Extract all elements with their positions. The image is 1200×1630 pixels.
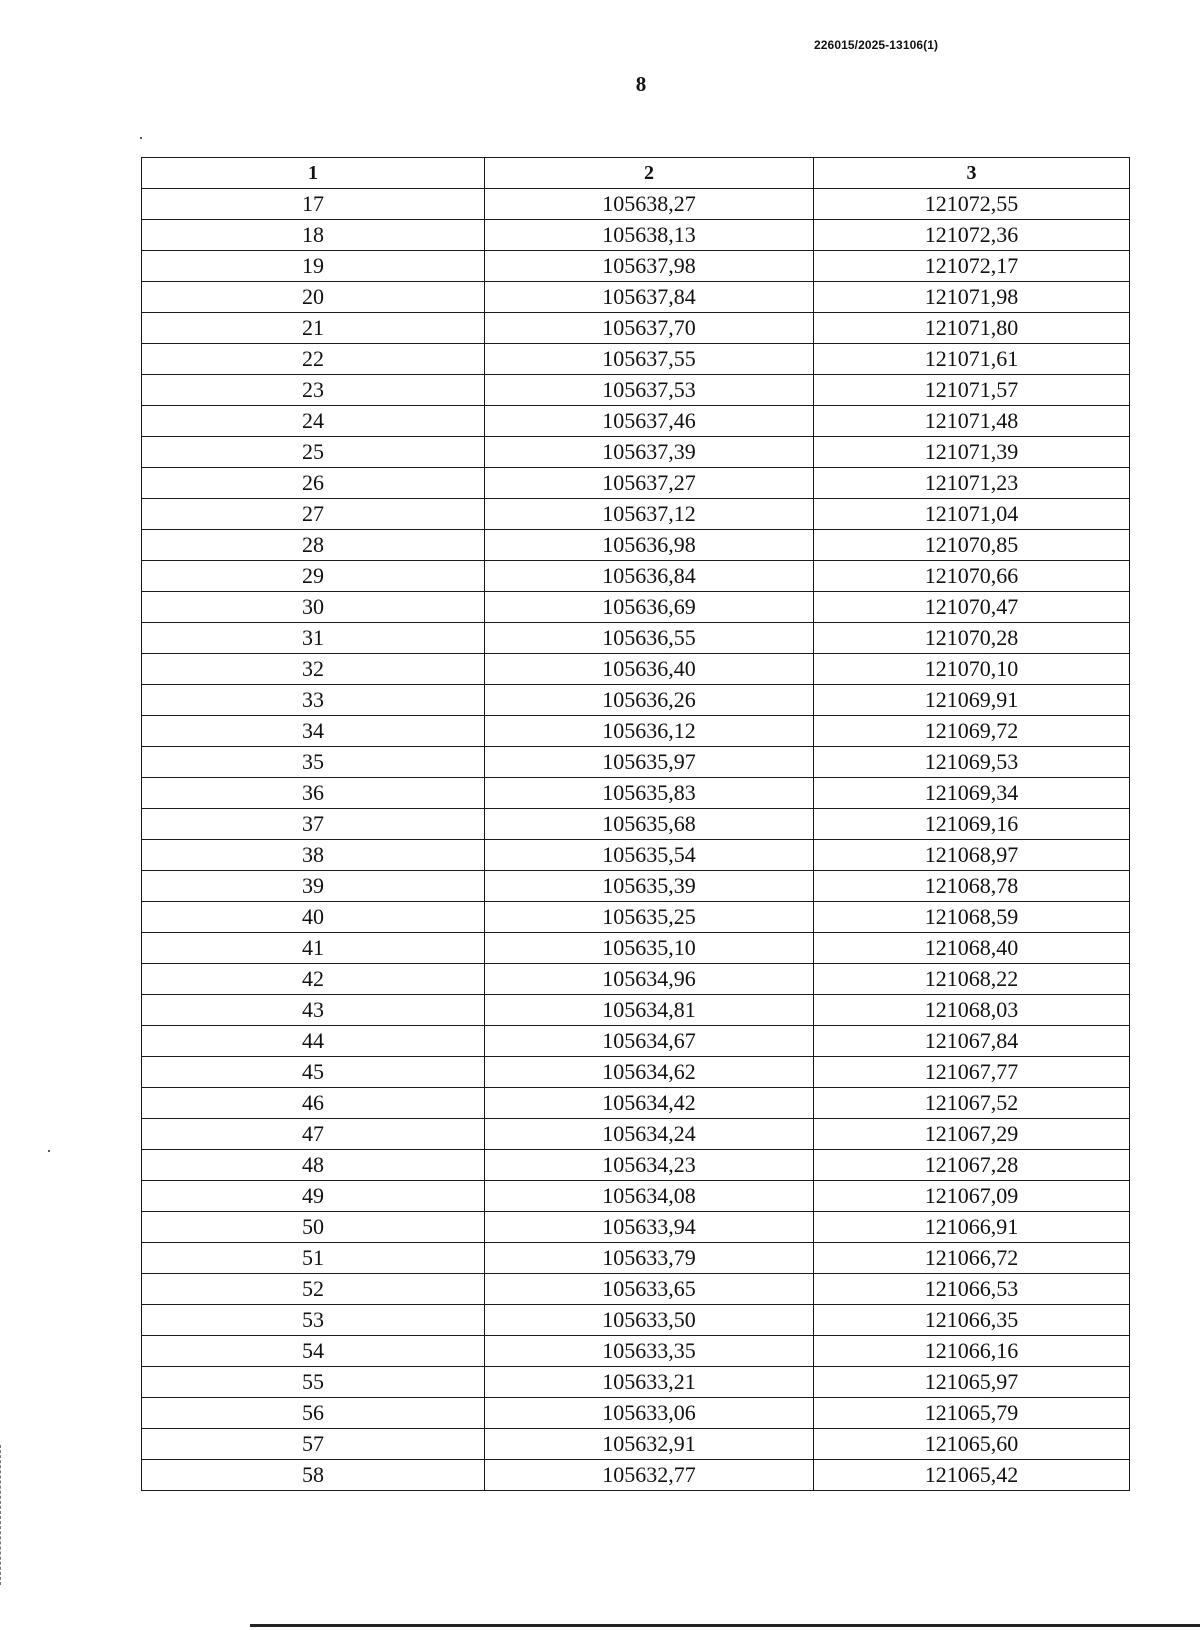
point-number-cell: 28: [142, 530, 485, 561]
table-row: [142, 220, 1130, 251]
table-row: [142, 1026, 1130, 1057]
coordinate-x-cell: 105637,70: [485, 313, 814, 344]
coordinate-y-cell: 121067,77: [814, 1057, 1130, 1088]
coordinate-y-cell: 121069,34: [814, 778, 1130, 809]
table-row: [142, 189, 1130, 220]
point-number-cell: 43: [142, 995, 485, 1026]
point-number-cell: 54: [142, 1336, 485, 1367]
coordinate-y-cell: 121071,39: [814, 437, 1130, 468]
coordinate-x-cell: 105635,39: [485, 871, 814, 902]
coordinate-x-cell: 105636,84: [485, 561, 814, 592]
coordinate-x-cell: 105636,12: [485, 716, 814, 747]
coordinate-y-cell: 121070,28: [814, 623, 1130, 654]
column-header-1: 1: [142, 158, 485, 189]
column-header-2: 2: [485, 158, 814, 189]
table-row: [142, 778, 1130, 809]
coordinate-x-cell: 105638,13: [485, 220, 814, 251]
point-number-cell: 46: [142, 1088, 485, 1119]
point-number-cell: 42: [142, 964, 485, 995]
table-body: [142, 189, 1130, 1491]
coordinate-x-cell: 105637,53: [485, 375, 814, 406]
table-row: [142, 1119, 1130, 1150]
coordinate-y-cell: 121068,78: [814, 871, 1130, 902]
coordinate-y-cell: 121068,40: [814, 933, 1130, 964]
point-number-cell: 57: [142, 1429, 485, 1460]
coordinate-x-cell: 105637,27: [485, 468, 814, 499]
point-number-cell: 52: [142, 1274, 485, 1305]
coordinate-x-cell: 105634,23: [485, 1150, 814, 1181]
table-row: [142, 902, 1130, 933]
table-row: [142, 1181, 1130, 1212]
coordinate-x-cell: 105634,24: [485, 1119, 814, 1150]
point-number-cell: 50: [142, 1212, 485, 1243]
coordinate-y-cell: 121066,72: [814, 1243, 1130, 1274]
coordinate-x-cell: 105633,06: [485, 1398, 814, 1429]
table-row: [142, 499, 1130, 530]
coordinate-y-cell: 121065,60: [814, 1429, 1130, 1460]
coordinate-y-cell: 121068,22: [814, 964, 1130, 995]
coordinate-y-cell: 121070,10: [814, 654, 1130, 685]
point-number-cell: 41: [142, 933, 485, 964]
table-row: [142, 313, 1130, 344]
point-number-cell: 35: [142, 747, 485, 778]
table-row: [142, 1088, 1130, 1119]
table-row: [142, 1367, 1130, 1398]
coordinate-x-cell: 105637,98: [485, 251, 814, 282]
coordinate-x-cell: 105634,67: [485, 1026, 814, 1057]
coordinate-x-cell: 105637,39: [485, 437, 814, 468]
coordinate-y-cell: 121070,66: [814, 561, 1130, 592]
coordinate-x-cell: 105634,81: [485, 995, 814, 1026]
table-row: [142, 809, 1130, 840]
point-number-cell: 48: [142, 1150, 485, 1181]
point-number-cell: 22: [142, 344, 485, 375]
coordinate-y-cell: 121066,16: [814, 1336, 1130, 1367]
table-row: [142, 344, 1130, 375]
coordinate-y-cell: 121070,47: [814, 592, 1130, 623]
coordinate-x-cell: 105633,50: [485, 1305, 814, 1336]
table-row: [142, 716, 1130, 747]
coordinate-x-cell: 105637,55: [485, 344, 814, 375]
point-number-cell: 45: [142, 1057, 485, 1088]
point-number-cell: 39: [142, 871, 485, 902]
table-row: [142, 995, 1130, 1026]
point-number-cell: 40: [142, 902, 485, 933]
coordinate-x-cell: 105634,42: [485, 1088, 814, 1119]
point-number-cell: 37: [142, 809, 485, 840]
table-row: [142, 375, 1130, 406]
coordinate-x-cell: 105636,26: [485, 685, 814, 716]
coordinate-y-cell: 121067,84: [814, 1026, 1130, 1057]
table-header-row: [142, 158, 1130, 189]
coordinate-y-cell: 121070,85: [814, 530, 1130, 561]
table-row: [142, 933, 1130, 964]
coordinate-y-cell: 121069,91: [814, 685, 1130, 716]
scan-edge-mark: [0, 1445, 2, 1585]
point-number-cell: 19: [142, 251, 485, 282]
table-row: [142, 1398, 1130, 1429]
coordinate-y-cell: 121065,42: [814, 1460, 1130, 1491]
point-number-cell: 44: [142, 1026, 485, 1057]
table-row: [142, 592, 1130, 623]
coordinate-x-cell: 105638,27: [485, 189, 814, 220]
table-row: [142, 747, 1130, 778]
point-number-cell: 25: [142, 437, 485, 468]
coordinate-y-cell: 121071,48: [814, 406, 1130, 437]
coordinate-x-cell: 105633,79: [485, 1243, 814, 1274]
point-number-cell: 56: [142, 1398, 485, 1429]
table-row: [142, 251, 1130, 282]
coordinate-x-cell: 105632,77: [485, 1460, 814, 1491]
scan-bottom-edge: [250, 1624, 1200, 1627]
point-number-cell: 24: [142, 406, 485, 437]
coordinate-y-cell: 121071,04: [814, 499, 1130, 530]
coordinate-x-cell: 105637,46: [485, 406, 814, 437]
table-row: [142, 1336, 1130, 1367]
coordinate-x-cell: 105635,97: [485, 747, 814, 778]
point-number-cell: 29: [142, 561, 485, 592]
table-row: [142, 1429, 1130, 1460]
coordinate-y-cell: 121071,61: [814, 344, 1130, 375]
coordinate-y-cell: 121068,03: [814, 995, 1130, 1026]
point-number-cell: 27: [142, 499, 485, 530]
coordinates-table: [141, 157, 1130, 1491]
table-row: [142, 685, 1130, 716]
point-number-cell: 17: [142, 189, 485, 220]
table-row: [142, 654, 1130, 685]
coordinate-y-cell: 121067,09: [814, 1181, 1130, 1212]
coordinate-x-cell: 105637,84: [485, 282, 814, 313]
point-number-cell: 26: [142, 468, 485, 499]
table-row: [142, 1274, 1130, 1305]
point-number-cell: 32: [142, 654, 485, 685]
coordinate-y-cell: 121067,52: [814, 1088, 1130, 1119]
coordinate-x-cell: 105636,40: [485, 654, 814, 685]
coordinate-y-cell: 121071,23: [814, 468, 1130, 499]
table-row: [142, 1243, 1130, 1274]
table-row: [142, 282, 1130, 313]
point-number-cell: 30: [142, 592, 485, 623]
coordinate-x-cell: 105633,94: [485, 1212, 814, 1243]
coordinate-x-cell: 105636,69: [485, 592, 814, 623]
coordinate-y-cell: 121069,72: [814, 716, 1130, 747]
coordinate-y-cell: 121066,35: [814, 1305, 1130, 1336]
point-number-cell: 49: [142, 1181, 485, 1212]
table-row: [142, 406, 1130, 437]
table-row: [142, 437, 1130, 468]
coordinate-y-cell: 121065,79: [814, 1398, 1130, 1429]
coordinate-x-cell: 105634,62: [485, 1057, 814, 1088]
point-number-cell: 33: [142, 685, 485, 716]
coordinate-x-cell: 105634,08: [485, 1181, 814, 1212]
coordinate-x-cell: 105636,55: [485, 623, 814, 654]
coordinate-x-cell: 105637,12: [485, 499, 814, 530]
point-number-cell: 18: [142, 220, 485, 251]
coordinate-x-cell: 105634,96: [485, 964, 814, 995]
table-row: [142, 964, 1130, 995]
page-number: 8: [635, 72, 647, 96]
coordinate-x-cell: 105636,98: [485, 530, 814, 561]
coordinate-x-cell: 105635,83: [485, 778, 814, 809]
point-number-cell: 36: [142, 778, 485, 809]
point-number-cell: 53: [142, 1305, 485, 1336]
table-row: [142, 840, 1130, 871]
coordinate-y-cell: 121068,97: [814, 840, 1130, 871]
coordinate-y-cell: 121066,53: [814, 1274, 1130, 1305]
coordinate-y-cell: 121069,53: [814, 747, 1130, 778]
table-row: [142, 1212, 1130, 1243]
point-number-cell: 20: [142, 282, 485, 313]
coordinate-y-cell: 121067,28: [814, 1150, 1130, 1181]
table-row: [142, 468, 1130, 499]
table-row: [142, 561, 1130, 592]
point-number-cell: 51: [142, 1243, 485, 1274]
point-number-cell: 47: [142, 1119, 485, 1150]
coordinate-y-cell: 121067,29: [814, 1119, 1130, 1150]
table-row: [142, 1460, 1130, 1491]
point-number-cell: 55: [142, 1367, 485, 1398]
coordinate-y-cell: 121065,97: [814, 1367, 1130, 1398]
coordinate-x-cell: 105635,10: [485, 933, 814, 964]
point-number-cell: 23: [142, 375, 485, 406]
table-row: [142, 871, 1130, 902]
point-number-cell: 34: [142, 716, 485, 747]
coordinate-y-cell: 121066,91: [814, 1212, 1130, 1243]
table-row: [142, 530, 1130, 561]
point-number-cell: 58: [142, 1460, 485, 1491]
coordinate-y-cell: 121071,80: [814, 313, 1130, 344]
coordinate-y-cell: 121072,36: [814, 220, 1130, 251]
point-number-cell: 21: [142, 313, 485, 344]
coordinate-y-cell: 121069,16: [814, 809, 1130, 840]
coordinate-x-cell: 105635,25: [485, 902, 814, 933]
table-row: [142, 1305, 1130, 1336]
point-number-cell: 38: [142, 840, 485, 871]
coordinate-y-cell: 121072,55: [814, 189, 1130, 220]
coordinate-x-cell: 105632,91: [485, 1429, 814, 1460]
scan-artifact: [140, 137, 142, 139]
coordinate-x-cell: 105633,21: [485, 1367, 814, 1398]
coordinate-y-cell: 121068,59: [814, 902, 1130, 933]
table-row: [142, 1150, 1130, 1181]
scan-artifact: [48, 1150, 50, 1152]
coordinate-x-cell: 105635,68: [485, 809, 814, 840]
point-number-cell: 31: [142, 623, 485, 654]
document-reference: 226015/2025-13106(1): [814, 38, 939, 52]
coordinate-y-cell: 121071,57: [814, 375, 1130, 406]
table-row: [142, 623, 1130, 654]
coordinate-x-cell: 105633,35: [485, 1336, 814, 1367]
table-row: [142, 1057, 1130, 1088]
coordinate-x-cell: 105635,54: [485, 840, 814, 871]
coordinate-y-cell: 121072,17: [814, 251, 1130, 282]
coordinate-y-cell: 121071,98: [814, 282, 1130, 313]
column-header-3: 3: [814, 158, 1130, 189]
coordinate-x-cell: 105633,65: [485, 1274, 814, 1305]
